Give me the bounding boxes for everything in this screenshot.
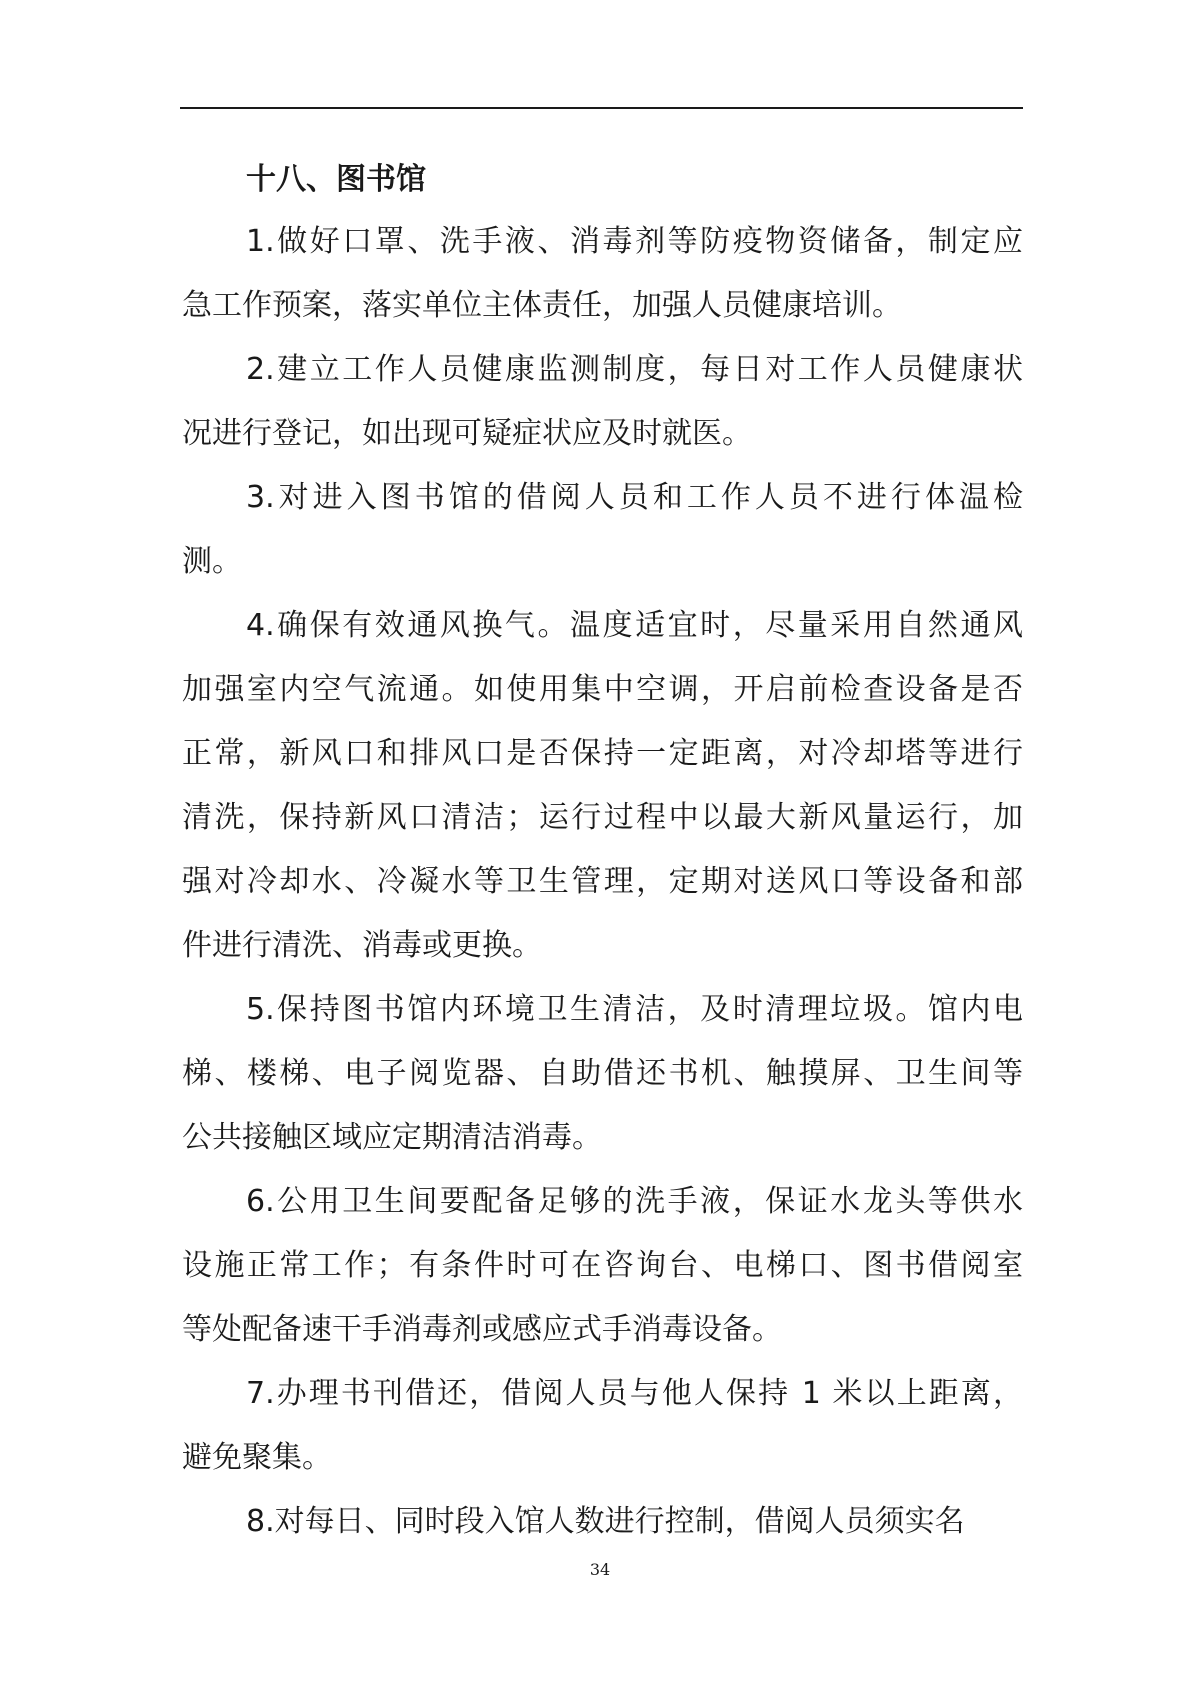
paragraph-line: 7.办理书刊借还，借阅人员与他人保持 1 米以上距离， xyxy=(246,1376,1023,1411)
paragraph-line: 3.对进入图书馆的借阅人员和工作人员不进行体温检 xyxy=(246,480,1023,515)
paragraph-line: 正常，新风口和排风口是否保持一定距离，对冷却塔等进行 xyxy=(182,736,1023,771)
header-rule xyxy=(180,107,1023,109)
paragraph-line: 清洗，保持新风口清洁；运行过程中以最大新风量运行，加 xyxy=(182,800,1023,835)
paragraph-line: 1.做好口罩、洗手液、消毒剂等防疫物资储备，制定应 xyxy=(246,224,1023,259)
paragraph-line: 5.保持图书馆内环境卫生清洁，及时清理垃圾。馆内电 xyxy=(246,992,1023,1027)
paragraph xyxy=(182,978,1023,1170)
paragraph-line: 4.确保有效通风换气。温度适宜时，尽量采用自然通风 xyxy=(246,608,1023,643)
paragraph-line: 强对冷却水、冷凝水等卫生管理，定期对送风口等设备和部 xyxy=(182,864,1023,899)
paragraph-line: 测。 xyxy=(182,544,242,579)
paragraph xyxy=(182,338,1023,466)
paragraph xyxy=(182,1490,1023,1554)
paragraph-line: 2.建立工作人员健康监测制度，每日对工作人员健康状 xyxy=(246,352,1023,387)
paragraph-line: 公共接触区域应定期清洁消毒。 xyxy=(182,1120,602,1155)
paragraph xyxy=(182,466,1023,594)
paragraph xyxy=(182,210,1023,338)
paragraph-line: 8.对每日、同时段入馆人数进行控制，借阅人员须实名 xyxy=(246,1504,965,1539)
paragraph-line: 设施正常工作；有条件时可在咨询台、电梯口、图书借阅室 xyxy=(182,1248,1023,1283)
paragraph-line: 件进行清洗、消毒或更换。 xyxy=(182,928,542,963)
paragraph-line: 况进行登记，如出现可疑症状应及时就医。 xyxy=(182,416,752,451)
section-heading: 十八、图书馆 xyxy=(246,162,426,197)
paragraph-line: 避免聚集。 xyxy=(182,1440,332,1475)
page-number: 34 xyxy=(589,1560,611,1579)
paragraph xyxy=(182,1170,1023,1362)
paragraph-line: 急工作预案，落实单位主体责任，加强人员健康培训。 xyxy=(182,288,902,323)
paragraph-line: 等处配备速干手消毒剂或感应式手消毒设备。 xyxy=(182,1312,782,1347)
paragraph xyxy=(182,594,1023,978)
paragraph-line: 梯、楼梯、电子阅览器、自助借还书机、触摸屏、卫生间等 xyxy=(182,1056,1023,1091)
document-body xyxy=(182,150,1023,1554)
paragraph-line: 6.公用卫生间要配备足够的洗手液，保证水龙头等供水 xyxy=(246,1184,1023,1219)
paragraph xyxy=(182,1362,1023,1490)
paragraph-line: 加强室内空气流通。如使用集中空调，开启前检查设备是否 xyxy=(182,672,1023,707)
paragraph-list xyxy=(182,210,1023,1554)
